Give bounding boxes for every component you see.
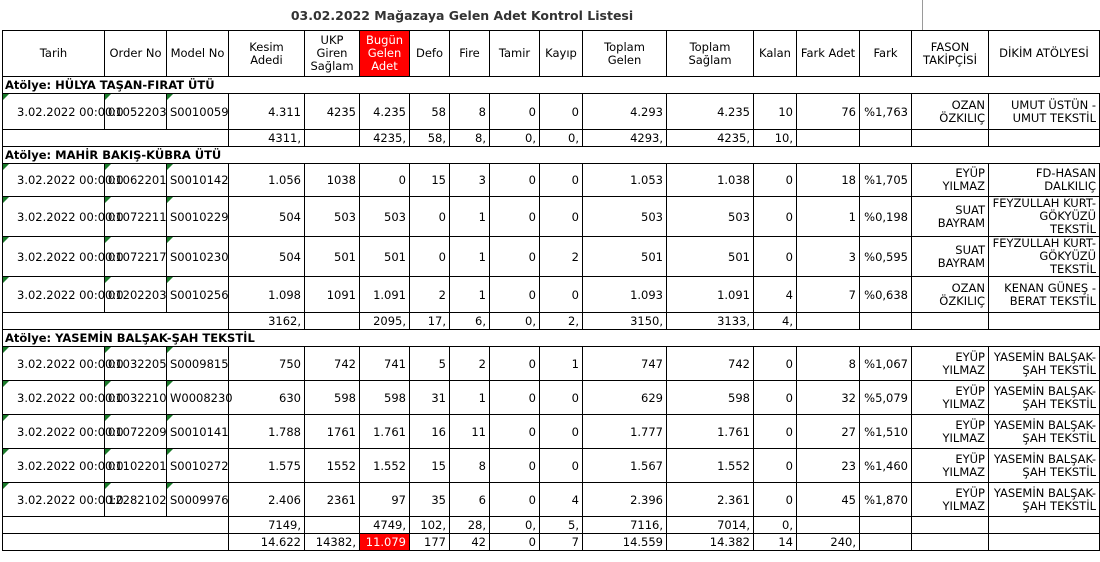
data-cell: %0,638 — [860, 277, 912, 313]
data-cell: 741 — [360, 347, 410, 381]
data-cell: OZAN ÖZKILIÇ — [912, 277, 989, 313]
column-header: Kayıp — [540, 31, 583, 77]
data-cell: YASEMİN BALŞAK-ŞAH TEKSTİL — [989, 347, 1100, 381]
data-cell: 3.02.2022 00:00:0 — [3, 347, 105, 381]
subtotal-empty — [860, 313, 912, 330]
grand-total-cell: 11.079 — [360, 534, 410, 551]
data-cell: 01072217 — [105, 237, 167, 277]
subtotal-cell: 8, — [450, 130, 490, 147]
subtotal-empty — [797, 313, 860, 330]
subtotal-cell: 4749, — [360, 517, 410, 534]
data-cell: 1.567 — [583, 449, 667, 483]
data-cell: 742 — [667, 347, 754, 381]
data-cell: 16 — [410, 415, 450, 449]
data-cell: 31 — [410, 381, 450, 415]
grand-total-empty — [860, 534, 912, 551]
data-cell: 0 — [490, 381, 540, 415]
subtotal-empty — [989, 517, 1100, 534]
data-cell: 4 — [540, 483, 583, 517]
data-cell: 0 — [754, 197, 797, 237]
data-cell: 3.02.2022 00:00:0 — [3, 415, 105, 449]
subtotal-empty — [912, 517, 989, 534]
data-cell: %1,067 — [860, 347, 912, 381]
data-cell: 3.02.2022 00:00:0 — [3, 197, 105, 237]
subtotal-cell: 7149, — [229, 517, 305, 534]
data-cell: 15 — [410, 164, 450, 197]
data-cell: 1.575 — [229, 449, 305, 483]
subtotal-cell: 4, — [754, 313, 797, 330]
subtotal-cell: 102, — [410, 517, 450, 534]
grand-total-empty — [912, 534, 989, 551]
data-cell: 0 — [754, 347, 797, 381]
data-cell: %1,705 — [860, 164, 912, 197]
data-cell: 01032210 — [105, 381, 167, 415]
data-cell: 0 — [754, 164, 797, 197]
data-cell: 742 — [305, 347, 360, 381]
data-cell: 01102201 — [105, 449, 167, 483]
subtotal-spacer — [3, 517, 229, 534]
data-cell: 503 — [583, 197, 667, 237]
data-cell: EYÜP YILMAZ — [912, 449, 989, 483]
data-cell: 3.02.2022 00:00:0 — [3, 483, 105, 517]
data-cell: 6 — [450, 483, 490, 517]
data-cell: UMUT ÜSTÜN - UMUT TEKSTİL — [989, 94, 1100, 130]
group-label: Atölye: MAHİR BAKIŞ-KÜBRA ÜTÜ — [3, 147, 1100, 164]
data-cell: 45 — [797, 483, 860, 517]
data-cell: 18 — [797, 164, 860, 197]
subtotal-cell: 0, — [754, 517, 797, 534]
data-cell: 1.091 — [360, 277, 410, 313]
data-cell: 8 — [797, 347, 860, 381]
data-cell: 1.761 — [360, 415, 410, 449]
subtotal-empty — [912, 313, 989, 330]
data-cell: YASEMİN BALŞAK-ŞAH TEKSTİL — [989, 381, 1100, 415]
data-cell: %1,870 — [860, 483, 912, 517]
column-header: Defo — [410, 31, 450, 77]
data-cell: 4.235 — [667, 94, 754, 130]
table-row — [3, 415, 1100, 449]
data-cell: 503 — [667, 197, 754, 237]
subtotal-cell: 7014, — [667, 517, 754, 534]
subtotal-cell: 3150, — [583, 313, 667, 330]
data-cell: 10 — [754, 94, 797, 130]
subtotal-cell: 4235, — [360, 130, 410, 147]
data-cell: %1,460 — [860, 449, 912, 483]
table-row — [3, 237, 1100, 277]
subtotal-empty — [912, 130, 989, 147]
data-cell: S0009815 — [167, 347, 229, 381]
column-header: Tamir — [490, 31, 540, 77]
data-cell: 0 — [540, 94, 583, 130]
data-cell: 501 — [305, 237, 360, 277]
data-cell: 01032205 — [105, 347, 167, 381]
data-cell: EYÜP YILMAZ — [912, 347, 989, 381]
data-cell: 0 — [410, 237, 450, 277]
column-header: Fire — [450, 31, 490, 77]
subtotal-cell: 0, — [490, 130, 540, 147]
subtotal-spacer — [3, 130, 229, 147]
data-cell: 0 — [754, 415, 797, 449]
data-cell: S0010230 — [167, 237, 229, 277]
data-cell: 0 — [490, 277, 540, 313]
data-cell: SUAT BAYRAM — [912, 197, 989, 237]
data-cell: 0 — [410, 197, 450, 237]
subtotal-cell: 4293, — [583, 130, 667, 147]
subtotal-cell: 4311, — [229, 130, 305, 147]
subtotal-cell: 3133, — [667, 313, 754, 330]
grand-total-cell: 42 — [450, 534, 490, 551]
data-cell: 7 — [797, 277, 860, 313]
data-cell: 1 — [540, 347, 583, 381]
subtotal-cell: 3162, — [229, 313, 305, 330]
data-cell: 1.091 — [667, 277, 754, 313]
data-cell: 12282102 — [105, 483, 167, 517]
subtotal-empty — [989, 130, 1100, 147]
subtotal-cell: 2095, — [360, 313, 410, 330]
grand-total-row — [3, 534, 1100, 551]
data-cell: S0009976 — [167, 483, 229, 517]
data-cell: KENAN GÜNEŞ - BERAT TEKSTİL — [989, 277, 1100, 313]
data-cell: SUAT BAYRAM — [912, 237, 989, 277]
data-cell: 0 — [540, 277, 583, 313]
grand-total-cell: 7 — [540, 534, 583, 551]
group-row — [3, 330, 1100, 347]
data-cell: 01072211 — [105, 197, 167, 237]
data-cell: 1.552 — [360, 449, 410, 483]
data-cell: 1.777 — [583, 415, 667, 449]
data-cell: 1 — [450, 381, 490, 415]
data-cell: 0 — [540, 197, 583, 237]
data-cell: %1,763 — [860, 94, 912, 130]
data-cell: 1038 — [305, 164, 360, 197]
data-cell: 0 — [540, 381, 583, 415]
subtotal-cell: 28, — [450, 517, 490, 534]
data-cell: 0 — [490, 94, 540, 130]
group-label: Atölye: YASEMİN BALŞAK-ŞAH TEKSTİL — [3, 330, 1100, 347]
data-cell: 501 — [583, 237, 667, 277]
column-header: Tarih — [3, 31, 105, 77]
subtotal-empty — [989, 313, 1100, 330]
data-cell: YASEMİN BALŞAK-ŞAH TEKSTİL — [989, 449, 1100, 483]
data-cell: 4235 — [305, 94, 360, 130]
data-cell: 1 — [450, 277, 490, 313]
column-header: Fark Adet — [797, 31, 860, 77]
group-row — [3, 77, 1100, 94]
data-cell: EYÜP YILMAZ — [912, 483, 989, 517]
data-cell: 4 — [754, 277, 797, 313]
data-cell: 0 — [540, 449, 583, 483]
data-cell: 3 — [450, 164, 490, 197]
data-cell: 1.761 — [667, 415, 754, 449]
data-cell: 0 — [754, 483, 797, 517]
data-cell: 1552 — [305, 449, 360, 483]
subtotal-row — [3, 313, 1100, 330]
data-cell: 1.038 — [667, 164, 754, 197]
data-cell: YASEMİN BALŞAK-ŞAH TEKSTİL — [989, 483, 1100, 517]
subtotal-cell: 7116, — [583, 517, 667, 534]
data-cell: 32 — [797, 381, 860, 415]
grand-total-cell: 240, — [797, 534, 860, 551]
data-cell: S0010272 — [167, 449, 229, 483]
data-cell: 0 — [540, 415, 583, 449]
grand-total-cell: 177 — [410, 534, 450, 551]
data-cell: 3 — [797, 237, 860, 277]
data-cell: 0 — [490, 483, 540, 517]
subtotal-cell: 6, — [450, 313, 490, 330]
data-cell: 629 — [583, 381, 667, 415]
data-cell: 1.098 — [229, 277, 305, 313]
subtotal-empty — [797, 517, 860, 534]
data-cell: 3.02.2022 00:00:0 — [3, 94, 105, 130]
data-cell: 0 — [754, 449, 797, 483]
subtotal-cell: 0, — [490, 517, 540, 534]
subtotal-cell: 5, — [540, 517, 583, 534]
grand-total-cell: 14.622 — [229, 534, 305, 551]
data-cell: 503 — [305, 197, 360, 237]
table-row — [3, 164, 1100, 197]
subtotal-cell — [305, 517, 360, 534]
table-row — [3, 94, 1100, 130]
data-cell: EYÜP YILMAZ — [912, 381, 989, 415]
data-cell: 630 — [229, 381, 305, 415]
data-cell: 2 — [540, 237, 583, 277]
data-cell: 35 — [410, 483, 450, 517]
group-label: Atölye: HÜLYA TAŞAN-FIRAT ÜTÜ — [3, 77, 1100, 94]
column-header: Kalan — [754, 31, 797, 77]
data-cell: 58 — [410, 94, 450, 130]
subtotal-empty — [797, 130, 860, 147]
data-cell: 1.053 — [583, 164, 667, 197]
data-cell: 4.293 — [583, 94, 667, 130]
data-cell: OZAN ÖZKILIÇ — [912, 94, 989, 130]
data-cell: 0 — [490, 164, 540, 197]
column-header: Toplam Sağlam — [667, 31, 754, 77]
data-cell: 3.02.2022 00:00:0 — [3, 449, 105, 483]
subtotal-cell — [305, 313, 360, 330]
data-cell: 598 — [305, 381, 360, 415]
data-cell: 2 — [450, 347, 490, 381]
header-row — [3, 31, 1100, 77]
data-cell: 0 — [490, 449, 540, 483]
subtotal-cell: 10, — [754, 130, 797, 147]
data-cell: 23 — [797, 449, 860, 483]
data-cell: 3.02.2022 00:00:0 — [3, 164, 105, 197]
data-cell: %0,198 — [860, 197, 912, 237]
data-cell: 0 — [754, 237, 797, 277]
data-cell: 598 — [667, 381, 754, 415]
data-cell: 2 — [410, 277, 450, 313]
data-cell: 5 — [410, 347, 450, 381]
data-cell: 2.396 — [583, 483, 667, 517]
data-cell: FEYZULLAH KURT- GÖKYÜZÜ TEKSTİL — [989, 197, 1100, 237]
subtotal-row — [3, 130, 1100, 147]
grand-total-cell: 0 — [490, 534, 540, 551]
data-cell: 0 — [490, 197, 540, 237]
data-cell: 01052203 — [105, 94, 167, 130]
data-cell: 15 — [410, 449, 450, 483]
subtotal-cell: 4235, — [667, 130, 754, 147]
data-cell: 01062201 — [105, 164, 167, 197]
column-header: Fark — [860, 31, 912, 77]
data-cell: 0 — [360, 164, 410, 197]
data-cell: W0008230 — [167, 381, 229, 415]
report-table — [2, 30, 1100, 551]
column-header: Kesim Adedi — [229, 31, 305, 77]
data-cell: 0 — [754, 381, 797, 415]
table-row — [3, 277, 1100, 313]
data-cell: 598 — [360, 381, 410, 415]
data-cell: 0 — [540, 164, 583, 197]
data-cell: 2361 — [305, 483, 360, 517]
data-cell: 97 — [360, 483, 410, 517]
data-cell: 750 — [229, 347, 305, 381]
subtotal-row — [3, 517, 1100, 534]
data-cell: 747 — [583, 347, 667, 381]
data-cell: 27 — [797, 415, 860, 449]
subtotal-cell: 0, — [490, 313, 540, 330]
grand-total-cell: 14.382 — [667, 534, 754, 551]
table-row — [3, 347, 1100, 381]
data-cell: 01202203 — [105, 277, 167, 313]
data-cell: 1.552 — [667, 449, 754, 483]
data-cell: EYÜP YILMAZ — [912, 415, 989, 449]
grand-total-cell: 14 — [754, 534, 797, 551]
subtotal-cell — [305, 130, 360, 147]
data-cell: %1,510 — [860, 415, 912, 449]
column-header: Toplam Gelen — [583, 31, 667, 77]
data-cell: S0010256 — [167, 277, 229, 313]
data-cell: 1.788 — [229, 415, 305, 449]
data-cell: %5,079 — [860, 381, 912, 415]
subtotal-cell: 2, — [540, 313, 583, 330]
column-header: Bugün Gelen Adet — [360, 31, 410, 77]
data-cell: 1 — [450, 197, 490, 237]
column-header: Model No — [167, 31, 229, 77]
subtotal-cell: 17, — [410, 313, 450, 330]
data-cell: 76 — [797, 94, 860, 130]
data-cell: 2.406 — [229, 483, 305, 517]
table-row — [3, 197, 1100, 237]
subtotal-empty — [860, 517, 912, 534]
report-title: 03.02.2022 Mağazaya Gelen Adet Kontrol Listesi — [290, 8, 634, 23]
data-cell: 0 — [490, 237, 540, 277]
column-header: UKP Giren Sağlam — [305, 31, 360, 77]
data-cell: 01072209 — [105, 415, 167, 449]
data-cell: 501 — [360, 237, 410, 277]
data-cell: S0010059 — [167, 94, 229, 130]
data-cell: S0010142 — [167, 164, 229, 197]
grand-total-spacer — [3, 534, 229, 551]
data-cell: 3.02.2022 00:00:0 — [3, 381, 105, 415]
data-cell: 1 — [450, 237, 490, 277]
data-cell: 1761 — [305, 415, 360, 449]
data-cell: 4.235 — [360, 94, 410, 130]
data-cell: 8 — [450, 449, 490, 483]
table-row — [3, 449, 1100, 483]
data-cell: 4.311 — [229, 94, 305, 130]
column-header: DİKİM ATÖLYESİ — [989, 31, 1100, 77]
data-cell: 503 — [360, 197, 410, 237]
data-cell: S0010229 — [167, 197, 229, 237]
subtotal-empty — [860, 130, 912, 147]
table-row — [3, 381, 1100, 415]
data-cell: 501 — [667, 237, 754, 277]
data-cell: S0010141 — [167, 415, 229, 449]
data-cell: 11 — [450, 415, 490, 449]
data-cell: 1.056 — [229, 164, 305, 197]
data-cell: FD-HASAN DALKILIÇ — [989, 164, 1100, 197]
data-cell: %0,595 — [860, 237, 912, 277]
data-cell: 0 — [490, 347, 540, 381]
title-separator — [922, 0, 923, 30]
column-header: FASON TAKİPÇİSİ — [912, 31, 989, 77]
data-cell: 1091 — [305, 277, 360, 313]
column-header: Order No — [105, 31, 167, 77]
subtotal-cell: 0, — [540, 130, 583, 147]
data-cell: YASEMİN BALŞAK-ŞAH TEKSTİL — [989, 415, 1100, 449]
data-cell: 3.02.2022 00:00:0 — [3, 237, 105, 277]
data-cell: 0 — [490, 415, 540, 449]
data-cell: 504 — [229, 197, 305, 237]
data-cell: 8 — [450, 94, 490, 130]
table-row — [3, 483, 1100, 517]
subtotal-cell: 58, — [410, 130, 450, 147]
subtotal-spacer — [3, 313, 229, 330]
data-cell: FEYZULLAH KURT- GÖKYÜZÜ TEKSTİL — [989, 237, 1100, 277]
data-cell: 1.093 — [583, 277, 667, 313]
data-cell: 2.361 — [667, 483, 754, 517]
grand-total-cell: 14382, — [305, 534, 360, 551]
data-cell: 1 — [797, 197, 860, 237]
grand-total-empty — [989, 534, 1100, 551]
grand-total-cell: 14.559 — [583, 534, 667, 551]
data-cell: 3.02.2022 00:00:0 — [3, 277, 105, 313]
group-row — [3, 147, 1100, 164]
data-cell: 504 — [229, 237, 305, 277]
data-cell: EYÜP YILMAZ — [912, 164, 989, 197]
